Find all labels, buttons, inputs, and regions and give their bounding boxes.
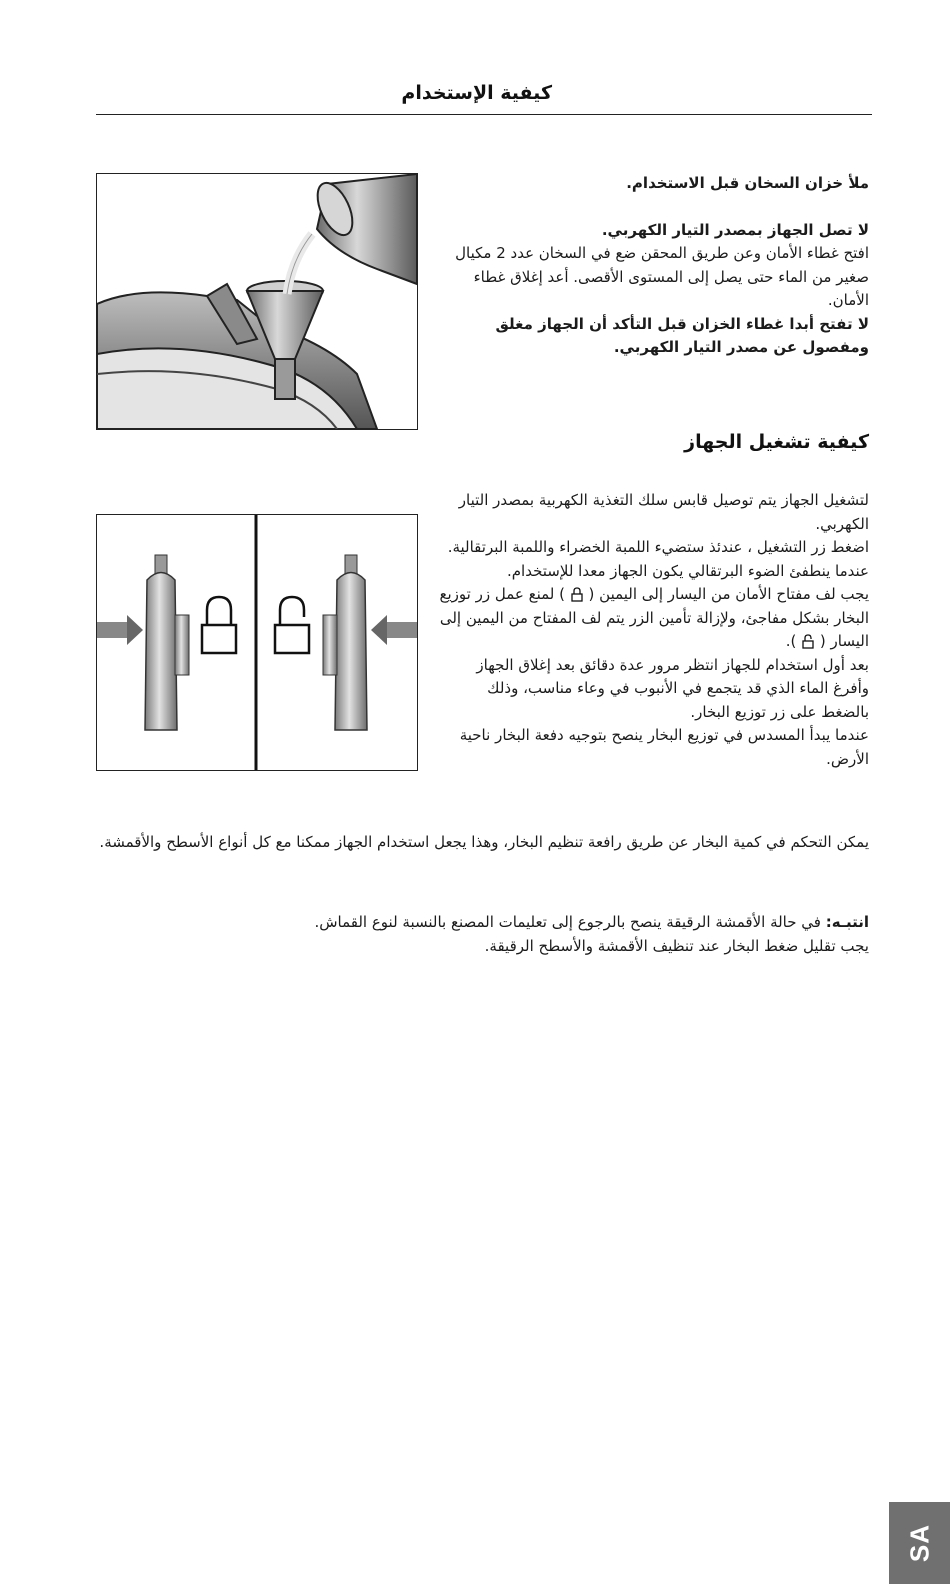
- op-para-4a: يجب لف مفتاح الأمان من اليسار إلى اليمين (: [588, 585, 869, 603]
- note-line-1: [96, 911, 869, 935]
- op-para-5: بعد أول استخدام للجهاز انتظر مرور عدة دقائق بعد إغلاق الجهاز وأفرغ الماء الذي قد يتجمع في الأنبوب في وعاء مناسب، وذلك بالضغط على زر توزيع البخار.: [476, 655, 869, 721]
- op-para-2: اضغط زر التشغيل ، عندئذ ستضيء اللمبة الخضراء واللمبة البرتقالية.: [447, 538, 869, 556]
- fill-intro: ملأ خزان السخان قبل الاستخدام.: [626, 174, 869, 192]
- funnel-pour-illustration: [96, 173, 418, 430]
- operation-instructions: [437, 489, 869, 771]
- language-tab: [889, 1502, 950, 1584]
- note-line-2: يجب تقليل ضغط البخار عند تنظيف الأقمشة والأسطح الرقيقة.: [484, 936, 869, 955]
- lock-open-icon: [801, 634, 815, 649]
- note-block: [96, 911, 869, 958]
- page-title: كيفية الإستخدام: [401, 82, 552, 104]
- lock-open-icon: [275, 597, 309, 653]
- steam-control-text: [96, 831, 869, 855]
- steam-gun-lock-illustration: [96, 514, 418, 771]
- fill-instructions: [437, 172, 869, 360]
- op-para-4b: ) لمنع عمل زر توزيع البخار بشكل مفاجئ، ولإزالة تأمين الزر يتم لف المفتاح من اليمين إلى اليسار (: [439, 585, 869, 650]
- op-para-3: عندما ينطفئ الضوء البرتقالي يكون الجهاز معدا للإستخدام.: [507, 561, 869, 580]
- note-label: انتبـه:: [825, 913, 869, 931]
- fill-warning: لا تصل الجهاز بمصدر التيار الكهربي.: [601, 220, 869, 239]
- operation-heading: كيفية تشغيل الجهاز: [684, 431, 869, 453]
- fill-steps: افتح غطاء الأمان وعن طريق المحقن ضع في السخان عدد 2 مكيال صغير من الماء حتى يصل إلى المستوى الأقصى. أعد إغلاق غطاء الأمان.: [455, 244, 869, 309]
- op-para-4: [437, 583, 869, 654]
- op-para-4c: ).: [785, 632, 797, 650]
- fill-caution: لا تفتح أبدا غطاء الخزان قبل التأكد أن الجهاز مغلق ومفصول عن مصدر التيار الكهربي.: [495, 314, 869, 356]
- language-tab-label: SA: [904, 1523, 934, 1563]
- title-divider: [96, 114, 872, 115]
- op-para-6: عندما يبدأ المسدس في توزيع البخار ينصح بتوجيه دفعة البخار ناحية الأرض.: [459, 726, 869, 768]
- note-text-1: في حالة الأقمشة الرقيقة ينصح بالرجوع إلى تعليمات المصنع بالنسبة لنوع القماش.: [314, 913, 821, 931]
- op-para-1: لتشغيل الجهاز يتم توصيل قابس سلك التغذية الكهربية بمصدر التيار الكهربي.: [458, 491, 869, 533]
- lock-closed-icon: [570, 587, 584, 602]
- lock-closed-icon: [202, 597, 236, 653]
- steam-control-para: يمكن التحكم في كمية البخار عن طريق رافعة تنظيم البخار، وهذا يجعل استخدام الجهاز ممكنا مع كل أنواع الأسطح والأقمشة.: [99, 833, 869, 851]
